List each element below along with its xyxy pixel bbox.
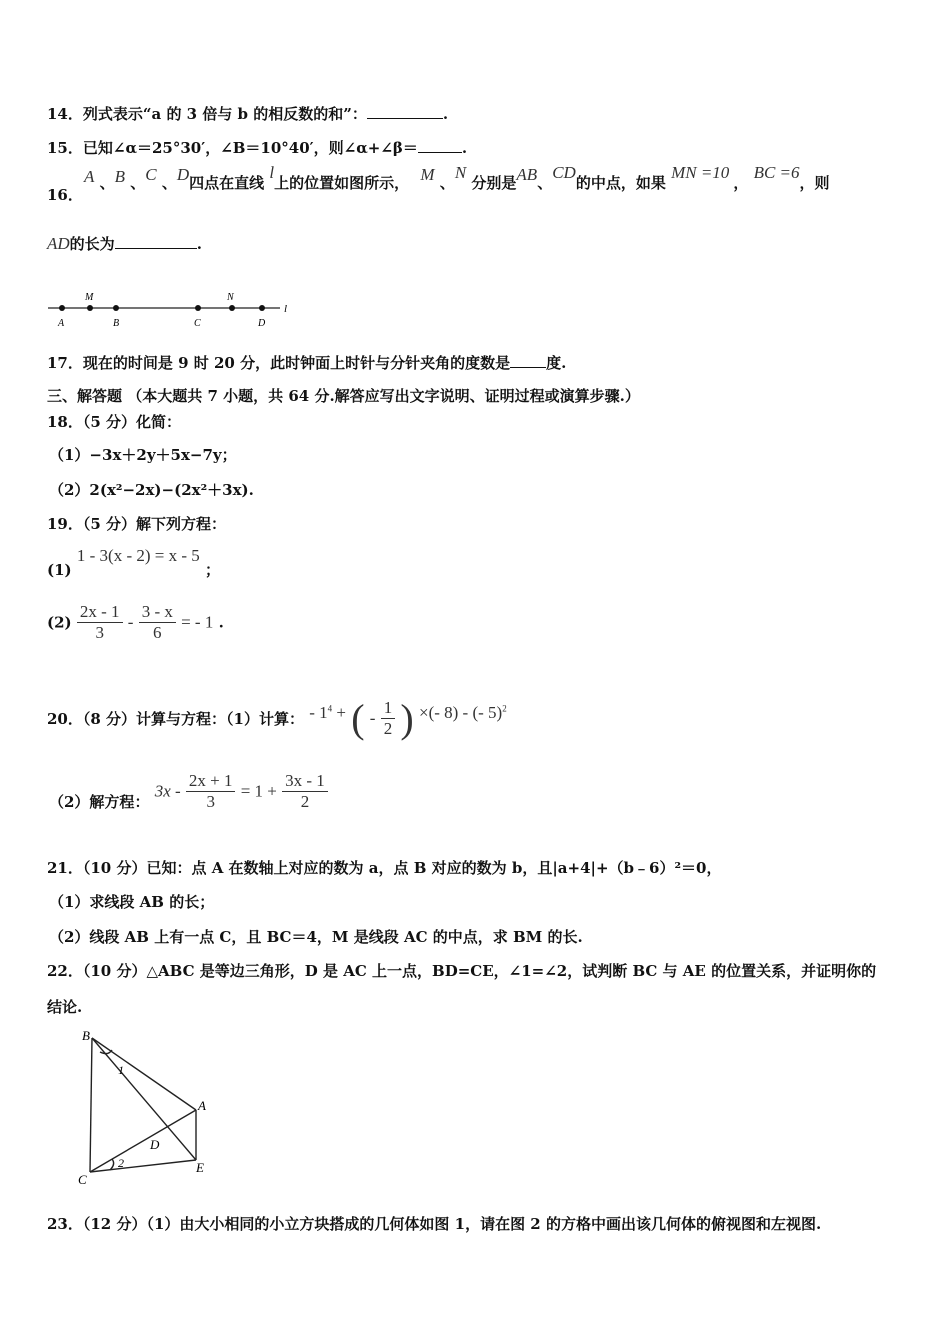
fraction: $\frac{3x - 1}{2}$	[282, 771, 328, 812]
answer-blank[interactable]	[367, 104, 443, 119]
fraction: $\frac{3 - x}{6}$	[139, 602, 176, 643]
line-label: l	[269, 163, 275, 182]
question-number: 15．	[47, 139, 83, 157]
question-19-part2: (2) $\frac{2x - 1}{3}$ - $\frac{3 - x}{6}$ = - 1 .	[47, 602, 224, 642]
equation: BC =6	[753, 163, 800, 182]
question-17: 17．现在的时间是 9 时 20 分，此时钟面上时针与分针夹角的度数是 度.	[47, 354, 567, 372]
point-c	[195, 305, 201, 311]
question-number: 17．	[47, 354, 83, 372]
question-14: 14．列式表示“a 的 3 倍与 b 的相反数的和”： .	[47, 105, 449, 123]
question-18-part2: （2）2(x²−2x)−(2x²＋3x).	[49, 481, 254, 499]
section-title: 三、解答题	[47, 387, 123, 405]
fraction: $\frac{1}{2}$	[381, 698, 396, 739]
label-c: C	[194, 318, 201, 329]
label-e: E	[196, 1160, 204, 1175]
question-text: （8 分）计算与方程：（1）计算：	[82, 710, 304, 728]
point-n	[229, 305, 235, 311]
point-label: N	[454, 163, 467, 182]
label-a: A	[58, 318, 65, 329]
segment-ce	[90, 1160, 196, 1172]
point-d	[259, 305, 265, 311]
segment-bc	[90, 1038, 92, 1172]
point-label: M	[420, 165, 435, 184]
label-c: C	[78, 1172, 87, 1187]
question-number: 18．	[47, 413, 83, 431]
question-number: 19．	[47, 515, 83, 533]
question-23	[47, 1213, 821, 1234]
point-label: D	[176, 165, 190, 184]
question-text: （10 分）已知：点 A 在数轴上对应的数为 a，点 B 对应的数为 b，且|a+4|+（b﹣6）²＝0，	[82, 859, 722, 877]
segment-label: CD	[552, 163, 576, 182]
question-19	[47, 513, 226, 534]
point-label: C	[145, 165, 157, 184]
answer-blank[interactable]	[418, 138, 462, 153]
label-n: N	[227, 292, 234, 303]
label-b: B	[82, 1028, 90, 1043]
label-m: M	[85, 292, 94, 303]
question-16-line1: A 、B 、C 、D四点在直线 l上的位置如图所示， M 、N 分别是AB、CD的中点，如果 MN =10， BC =6，则	[84, 163, 830, 192]
question-number: 14．	[47, 105, 83, 123]
question-text: 现在的时间是 9 时 20 分，此时钟面上时针与分针夹角的度数是	[82, 354, 511, 372]
segment-label: AB	[516, 165, 538, 184]
label-d: D	[258, 318, 266, 329]
section-note: （本大题共 7 小题，共 64 分.解答应写出文字说明、证明过程或演算步骤.）	[127, 387, 640, 405]
section-header	[47, 385, 640, 406]
question-20-part2: （2）解方程： 3x - $\frac{2x + 1}{3}$ = 1 + $\frac{3x - 1}{2}$	[49, 771, 328, 812]
question-21	[47, 857, 721, 878]
question-18-part1: （1）−3x＋2y＋5x−7y；	[49, 446, 237, 464]
question-15: 15．已知∠α＝25°30′，∠B＝10°40′，则∠α+∠β＝ .	[47, 139, 468, 157]
angle-1-label: 1	[118, 1063, 124, 1077]
question-number: 21．	[47, 859, 83, 877]
point-b	[113, 305, 119, 311]
point-m	[87, 305, 93, 311]
question-22-tail: 结论.	[47, 998, 83, 1016]
question-text: 已知∠α＝25°30′，∠B＝10°40′，则∠α+∠β＝	[82, 139, 418, 157]
question-21-part1: （1）求线段 AB 的长；	[49, 893, 215, 911]
question-19-part1: (1) 1 - 3(x - 2) = x - 5 ；	[47, 546, 221, 579]
question-number: 22．	[47, 962, 83, 980]
segment-label: AD	[47, 234, 70, 253]
question-number: 20．	[47, 710, 83, 728]
point-label: A	[84, 167, 95, 186]
answer-blank[interactable]	[115, 234, 197, 249]
fraction: $\frac{2x - 1}{3}$	[77, 602, 123, 643]
point-label: B	[114, 167, 126, 186]
question-text: （5 分）解下列方程：	[82, 515, 227, 533]
equation: MN =10	[671, 163, 730, 182]
question-22	[47, 960, 876, 981]
question-20: 20．（8 分）计算与方程：（1）计算： - $1^4$ + ( - $\frac{1}{2}$ ) ×(- 8) - (- 5)$^2$	[47, 696, 507, 741]
question-text: 列式表示“a 的 3 倍与 b 的相反数的和”：	[82, 105, 367, 123]
question-text: （5 分）化简：	[82, 413, 182, 431]
label-a: A	[198, 1098, 206, 1113]
label-l: l	[284, 303, 288, 315]
point-a	[59, 305, 65, 311]
equation: 1 - 3(x - 2) = x - 5	[76, 546, 200, 565]
fraction: $\frac{2x + 1}{3}$	[186, 771, 236, 812]
question-16-line2: AD的长为 .	[47, 234, 202, 253]
angle-2-label: 2	[118, 1156, 124, 1170]
question-16	[47, 184, 83, 205]
label-b: B	[113, 318, 120, 329]
answer-blank[interactable]	[510, 353, 546, 368]
question-text: （10 分）△ABC 是等边三角形，D 是 AC 上一点，BD=CE，∠1=∠2，试判断 BC 与 AE 的位置关系，并证明你的	[82, 962, 877, 980]
question-text: （12 分）（1）由大小相同的小立方块搭成的几何体如图 1，请在图 2 的方格中画出该几何体的俯视图和左视图.	[82, 1215, 822, 1233]
label-d: D	[150, 1137, 160, 1152]
number-line-figure	[44, 288, 304, 334]
question-number: 16．	[47, 186, 83, 204]
question-18	[47, 411, 181, 432]
question-number: 23．	[47, 1215, 83, 1233]
triangle-figure	[72, 1026, 222, 1194]
question-21-part2: （2）线段 AB 上有一点 C，且 BC＝4，M 是线段 AC 的中点，求 BM 的长.	[49, 928, 583, 946]
